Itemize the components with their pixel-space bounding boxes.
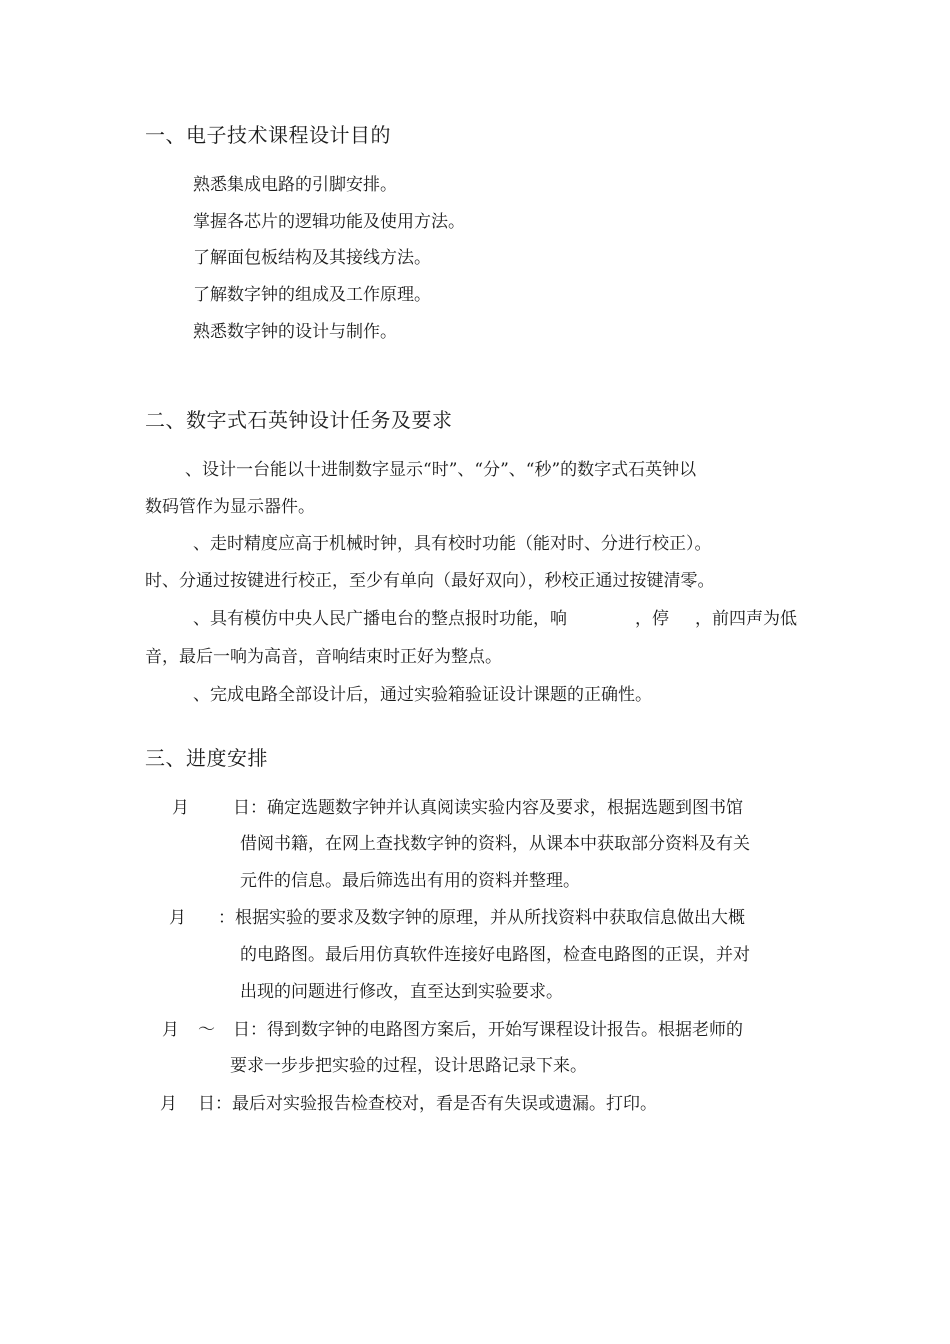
schedule-4-month: 月	[160, 1094, 177, 1114]
requirement-2-line-2: 时、分通过按键进行校正，至少有单向（最好双向），秒校正通过按键清零。	[145, 571, 715, 591]
requirement-3-line-2: 音，最后一响为高音，音响结束时正好为整点。	[145, 647, 502, 667]
goal-item-3: 了解面包板结构及其接线方法。	[193, 248, 431, 268]
section2-heading: 二、数字式石英钟设计任务及要求	[145, 408, 453, 432]
schedule-2-cont-1: 的电路图。最后用仿真软件连接好电路图，检查电路图的正误，并对	[240, 945, 750, 965]
schedule-3-month: 月	[162, 1020, 179, 1040]
requirement-4-line-1: 、完成电路全部设计后，通过实验箱验证设计课题的正确性。	[193, 685, 652, 705]
requirement-3-line-1c: ，前四声为低	[695, 609, 797, 629]
goal-item-4: 了解数字钟的组成及工作原理。	[193, 285, 431, 305]
schedule-2-text: ：根据实验的要求及数字钟的原理，并从所找资料中获取信息做出大概	[218, 908, 745, 928]
section3-heading: 三、进度安排	[145, 746, 268, 770]
requirement-1-line-1: 、设计一台能以十进制数字显示“时”、“分”、“秒”的数字式石英钟以	[185, 460, 697, 480]
schedule-1-cont-2: 元件的信息。最后筛选出有用的资料并整理。	[240, 871, 580, 891]
schedule-4-text: 日：最后对实验报告检查校对，看是否有失误或遗漏。打印。	[198, 1094, 657, 1114]
goal-item-2: 掌握各芯片的逻辑功能及使用方法。	[193, 212, 465, 232]
section1-heading: 一、电子技术课程设计目的	[145, 123, 391, 147]
schedule-1-month: 月	[172, 798, 189, 818]
schedule-1-text: 日：确定选题数字钟并认真阅读实验内容及要求，根据选题到图书馆	[233, 798, 743, 818]
requirement-3-line-1a: 、具有模仿中央人民广播电台的整点报时功能，响	[193, 609, 567, 629]
schedule-3-cont-1: 要求一步步把实验的过程，设计思路记录下来。	[230, 1056, 587, 1076]
schedule-3-separator: ～	[198, 1020, 215, 1040]
schedule-3-text: 日：得到数字钟的电路图方案后，开始写课程设计报告。根据老师的	[233, 1020, 743, 1040]
requirement-2-line-1: 、走时精度应高于机械时钟，具有校时功能（能对时、分进行校正）。	[193, 534, 712, 554]
schedule-2-month: 月	[169, 908, 186, 928]
schedule-2-cont-2: 出现的问题进行修改，直至达到实验要求。	[240, 982, 563, 1002]
goal-item-5: 熟悉数字钟的设计与制作。	[193, 322, 397, 342]
requirement-3-line-1b: ，停	[635, 609, 669, 629]
goal-item-1: 熟悉集成电路的引脚安排。	[193, 175, 397, 195]
requirement-1-line-2: 数码管作为显示器件。	[145, 497, 315, 517]
schedule-1-cont-1: 借阅书籍，在网上查找数字钟的资料，从课本中获取部分资料及有关	[240, 834, 750, 854]
